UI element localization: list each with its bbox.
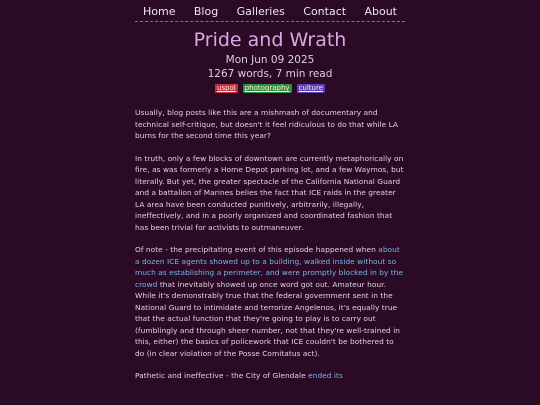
ice-agents-link[interactable]: about a dozen ICE agents showed up to a building, walked inside without so much as establishing a perimeter, and were promptly blocked in by the crowd [135, 245, 404, 289]
paragraph-3-text-b: that inevitably showed up once word got out. Amateur hour. While it's demonstrably true that the federal government sent in the National Guard to intimidate and terrorize Angelenos, it's equally true that the actual function that they're going to play is to carry out (fumblingly and through sheer number, not that they're well-trained in this, either) the basics of policework that ICE couldn't be bothered to do (in clear violation of the Posse Comitatus act). [135, 279, 401, 358]
post-date: Mon Jun 09 2025 [225, 54, 315, 66]
paragraph-3 [135, 244, 405, 359]
post-tags [135, 84, 405, 93]
nav-blog-link[interactable]: Blog [193, 5, 219, 18]
tag-photography[interactable]: photography [244, 84, 290, 92]
tag-culture[interactable]: culture [298, 84, 324, 92]
nav-contact-link[interactable]: Contact [303, 5, 347, 18]
top-nav [135, 5, 405, 22]
paragraph-4-text-a: Pathetic and ineffective - the City of Glendale [135, 371, 309, 380]
paragraph-4 [135, 370, 405, 382]
post-body [135, 107, 405, 382]
post-header [135, 28, 405, 93]
paragraph-1: Usually, blog posts like this are a mishmash of documentary and technical self-critique, but doesn't it feel ridiculous to do that while LA burns for the second time this year? [135, 108, 399, 140]
post-word-count: 1267 words, 7 min read [207, 68, 333, 80]
post-title: Pride and Wrath [193, 29, 347, 51]
nav-about-link[interactable]: About [364, 5, 397, 18]
tag-uspol[interactable]: uspol [216, 84, 236, 92]
nav-galleries-link[interactable]: Galleries [236, 5, 285, 18]
paragraph-3-text-a: Of note - the precipitating event of this episode happened when [135, 245, 379, 254]
nav-home-link[interactable]: Home [143, 5, 176, 18]
glendale-link[interactable]: ended its [308, 371, 343, 380]
paragraph-2: In truth, only a few blocks of downtown are currently metaphorically on fire, as was formerly a Home Depot parking lot, and a few Waymos, but literally. But yet, the greater spectacle of the California National Guard and a battalion of Marines belies the fact that ICE raids in the greater LA area have been conducted punitively, arbitrarily, illegally, ineffectively, and in a poorly organized and coordinated fashion that has been trivial for activists to outmaneuver. [135, 153, 404, 232]
